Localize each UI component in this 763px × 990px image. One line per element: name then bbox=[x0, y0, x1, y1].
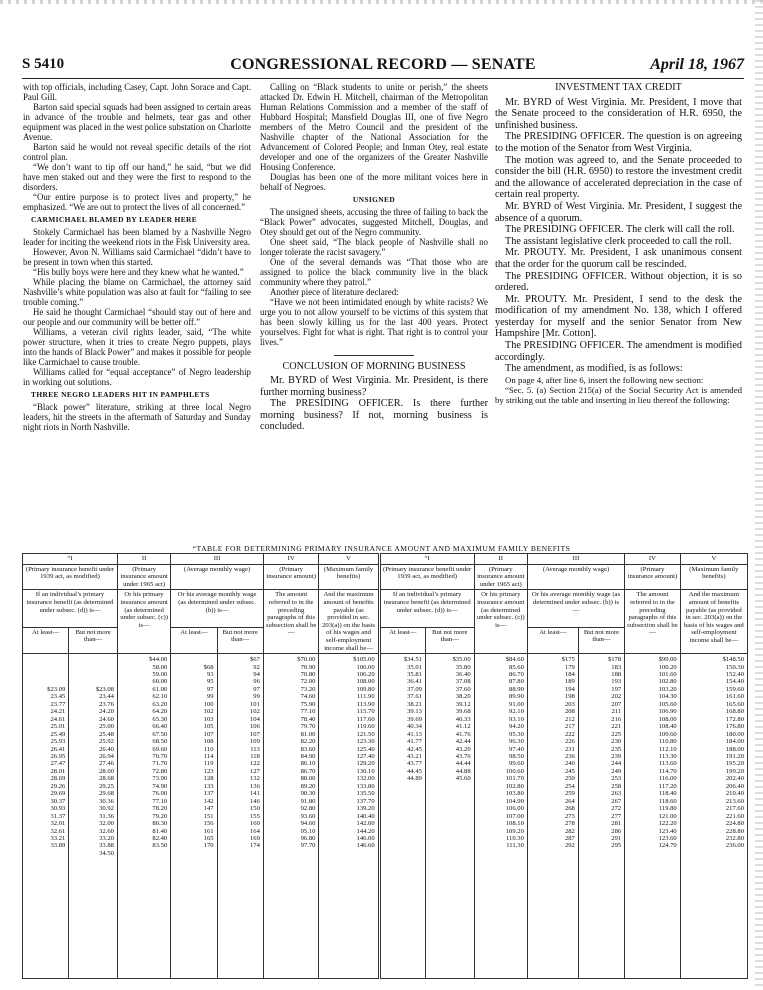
values-i-not-more: $23.08 23.44 23.76 24.20 24.60 25.00 25.48 25.92 26.40 26.94 27.46 28.00 28.68 29.25 29.68 30.36 30.92 31.36 32.00 32.60 33.20 33.88 34.50 bbox=[69, 654, 118, 979]
paragraph: The assistant legislative clerk proceeded to call the roll. bbox=[505, 235, 732, 247]
subheading: CARMICHAEL BLAMED BY LEADER HERE bbox=[31, 215, 198, 224]
big-text-block bbox=[260, 375, 488, 433]
column-2 bbox=[260, 82, 488, 433]
col-spec-ii: Or his primary insurance amount (as determined under subsec. (c)) is— bbox=[117, 590, 170, 654]
page-number: S 5410 bbox=[22, 56, 65, 72]
paragraph: “We don’t want to tip off our hand,” he said, “but we did have men staked out and they were the first to respond to the disorders. bbox=[23, 162, 251, 192]
paragraph: Mr. BYRD of West Virginia. Mr. President, I suggest the absence of a quorum. bbox=[495, 200, 742, 224]
table-spec-row bbox=[23, 590, 748, 627]
but-not-more-label: But not more than— bbox=[69, 627, 118, 653]
column-1 bbox=[23, 82, 251, 432]
col-head-v: V bbox=[319, 554, 379, 565]
but-not-more-label: But not more than— bbox=[217, 627, 263, 653]
col-spec-iv: The amount referred to in the preceding paragraphs of this subsection shall be— bbox=[263, 590, 319, 654]
paragraph: “Our entire purpose is to protect lives and property,” he emphasized. “We are out to protect the lives of all concerned.” bbox=[23, 192, 251, 212]
values-iii-at-least: $175 179 184 189 194 198 203 208 212 217 222 226 231 236 240 245 250 254 259 264 268 273 278 282 287 292 bbox=[527, 654, 578, 979]
section-heading: INVESTMENT TAX CREDIT bbox=[555, 82, 682, 93]
scan-edge-top bbox=[0, 0, 763, 4]
paragraph: Williams, a veteran civil rights leader, said, “The white power structure, when it tries to create Negro puppets, plays into the hands of Black Power” and makes it possible for people like Carmichael to cause trouble. bbox=[23, 327, 251, 367]
column-3 bbox=[495, 82, 742, 405]
paragraph: One of the several demands was “That those who are assigned to police the black community live in the black community where they patrol.” bbox=[260, 257, 488, 287]
paragraph: The PRESIDING OFFICER. The clerk will call the roll. bbox=[505, 224, 735, 236]
paragraph: The PRESIDING OFFICER. Is there further morning business? If not, morning business is concluded. bbox=[260, 398, 488, 433]
col-spec-iii: Or his average monthly wage (as determined under subsec. (b)) is— bbox=[171, 590, 264, 627]
col-head-ii: II bbox=[474, 554, 527, 565]
col-spec-i: If an individual’s primary insurance benefit (as determined under subsec. (d)) is— bbox=[23, 590, 118, 627]
values-iii-not-more: $178 183 188 193 197 202 207 211 216 221 225 230 235 239 244 249 253 258 263 267 272 277 281 286 291 295 bbox=[578, 654, 624, 979]
subheading: UNSIGNED bbox=[352, 195, 396, 204]
col-desc-v: (Maximum family benefits) bbox=[680, 564, 747, 590]
table-caption: “TABLE FOR DETERMINING PRIMARY INSURANCE AMOUNT AND MAXIMUM FAMILY BENEFITS bbox=[192, 544, 571, 553]
col-head-iii: III bbox=[527, 554, 624, 565]
paragraph: Douglas has been one of the more militant voices here in behalf of Negroes. bbox=[260, 172, 488, 192]
col-spec-v: And the maximum amount of benefits payable (as provided in sec. 203(a)) on the basis of his wages and self-employment income shall be— bbox=[319, 590, 379, 654]
paragraph: Williams called for “equal acceptance” of Negro leadership in working out solutions. bbox=[23, 367, 251, 387]
col-desc-i: (Primary insurance benefit under 1939 act, as modified) bbox=[23, 564, 118, 590]
values-iv: $99.00 100.20 101.60 102.80 103.20 104.30 105.60 106.90 108.00 108.40 109.60 110.80 112.10 113.30 113.60 114.70 116.00 117.20 118.40 118.60 119.80 121.00 122.20 123.40 123.60 124.70 bbox=[625, 654, 681, 979]
col-head-iv: IV bbox=[625, 554, 681, 565]
col-desc-iii: (Average monthly wage) bbox=[171, 564, 264, 590]
paragraph: The unsigned sheets, accusing the three of failing to back the “Black Power” advocates, suggested Mitchell, Douglas, and Otey should get out of the Negro community. bbox=[260, 207, 488, 237]
values-i-not-more: $35.00 35.80 36.40 37.08 37.60 38.20 39.12 39.68 40.33 41.12 41.76 42.44 43.20 43.76 44.44 44.88 45.60 bbox=[425, 654, 474, 979]
values-v: $148.50 150.30 152.40 154.40 159.60 161.60 165.60 168.80 172.80 176.80 180.00 184.00 188.00 191.20 195.20 199.20 202.40 206.40 210.40 213.60 217.60 221.60 224.80 228.80 232.80 236.00 bbox=[680, 654, 747, 979]
paragraph: He said he thought Carmichael “should stay out of here and our people and our community will be better off.” bbox=[23, 307, 251, 327]
at-least-label: At least— bbox=[171, 627, 217, 653]
section-heading: CONCLUSION OF MORNING BUSINESS bbox=[282, 361, 466, 372]
table-data-row bbox=[23, 654, 748, 979]
publication-date: April 18, 1967 bbox=[650, 56, 744, 73]
col-head-ii: II bbox=[117, 554, 170, 565]
table-desc-row bbox=[23, 564, 748, 590]
col-desc-iv: (Primary insurance amount) bbox=[263, 564, 319, 590]
values-iii-at-least: $68 93 95 97 99 100 102 103 105 107 108 110 114 119 123 128 133 137 142 147 151 156 161 165 170 bbox=[171, 654, 217, 979]
paragraph: Mr. PROUTY. Mr. President, I ask unanimous consent that the order for the quorum call be rescinded. bbox=[495, 247, 742, 270]
col-desc-ii: (Primary insurance amount under 1965 act) bbox=[117, 564, 170, 590]
paragraph: One sheet said, “The black people of Nashville shall no longer tolerate the racist savagery.” bbox=[260, 237, 488, 257]
paragraph: “His bully boys were here and they knew what he wanted.” bbox=[33, 267, 244, 277]
paragraph: Another piece of literature declared: bbox=[270, 287, 399, 297]
col-spec-iv: The amount referred to in the preceding paragraphs of this subsection shall be— bbox=[625, 590, 681, 654]
paragraph: with top officials, including Casey, Capt. John Sorace and Capt. Paul Gill. bbox=[23, 82, 251, 102]
paragraph: Barton said special squads had been assigned to certain areas in advance of the trouble and helmets, tear gas and other equipment was placed in the west police substation on Charlotte Avenue. bbox=[23, 102, 251, 142]
scan-edge-right bbox=[755, 0, 763, 990]
values-ii: $84.60 85.60 86.70 87.80 88.90 89.90 91.00 92.10 93.10 94.20 95.30 96.30 97.40 98.50 99.60 100.60 101.70 102.80 103.80 104.90 106.00 107.00 108.10 109.20 110.30 111.30 bbox=[474, 654, 527, 979]
paragraph: “Have we not been intimidated enough by white racists? We urge you to not allow yourself to be victims of this system that has been slowly killing us for the last 400 years. Protect yourselves. Fight for what is right. That right is to control your lives.” bbox=[260, 297, 488, 347]
values-ii: $44.00 58.00 59.00 60.00 61.00 62.10 63.20 64.20 65.30 66.40 67.50 68.50 69.60 70.70 71.70 72.80 73.90 74.90 76.00 77.10 78.20 79.20 80.30 81.40 82.40 83.50 bbox=[117, 654, 170, 979]
values-iv: $70.00 70.90 70.80 72.00 73.20 74.60 75.90 77.10 78.40 79.70 81.00 82.20 83.60 84.90 86.10 86.70 88.00 89.20 90.30 91.80 92.80 93.60 94.60 95.10 96.80 97.70 bbox=[263, 654, 319, 979]
at-least-label: At least— bbox=[527, 627, 578, 653]
paragraph: On page 4, after line 6, insert the following new section: bbox=[505, 374, 704, 385]
col-spec-iii: Or his average monthly wage (as determined under subsec. (b)) is— bbox=[527, 590, 624, 627]
col-spec-i: If an individual’s primary insurance benefit (as determined under subsec. (d)) is— bbox=[379, 590, 474, 627]
paragraph: While placing the blame on Carmichael, the attorney said Nashville’s white population was also at fault for “failing to see trouble coming.” bbox=[23, 277, 251, 307]
col-spec-ii: Or his primary insurance amount (as determined under subsec. (c)) is— bbox=[474, 590, 527, 654]
col-head-i: “I bbox=[23, 554, 118, 565]
but-not-more-label: But not more than— bbox=[578, 627, 624, 653]
paragraph: Mr. PROUTY. Mr. President, I send to the desk the modification of my amendment No. 138, which I offered yesterday for myself and the senior Senator from New Hampshire [Mr. Cotton]. bbox=[495, 293, 742, 340]
paragraph: Calling on “Black students to unite or perish,” the sheets attacked Dr. Edwin H. Mitchell, chairman of the Metropolitan Human Relations Commission and a member of the staff of Hubbard Hospital; Mansfield Douglas III, one of five Negro members of the Metro Council and the president of the Nashville chapter of the National Association for the Advancement of Colored People; and Inman Otey, real estate developer and one of the organizers of the Greater Nashville Housing Conference. bbox=[260, 82, 488, 172]
but-not-more-label: But not more than— bbox=[425, 627, 474, 653]
paragraph: Mr. BYRD of West Virginia. Mr. President, is there further morning business? bbox=[260, 375, 488, 398]
paragraph: “Black power” literature, striking at three local Negro leaders, hit the streets in the aftermath of Saturday and Sunday night riots in North Nashville. bbox=[23, 402, 251, 432]
values-i-at-least: $34.51 35.01 35.81 36.41 37.09 37.61 38.21 39.13 39.69 40.34 41.13 41.77 42.45 43.21 43.77 44.45 44.89 bbox=[379, 654, 425, 979]
col-desc-iii: (Average monthly wage) bbox=[527, 564, 624, 590]
col-desc-iv: (Primary insurance amount) bbox=[625, 564, 681, 590]
benefit-table bbox=[22, 553, 748, 979]
paragraph: The PRESIDING OFFICER. The question is on agreeing to the motion of the Senator from West Virginia. bbox=[495, 131, 742, 154]
page-header bbox=[22, 56, 744, 79]
col-head-i: “I bbox=[379, 554, 474, 565]
col-desc-ii: (Primary insurance amount under 1965 act) bbox=[474, 564, 527, 590]
paragraph: Mr. BYRD of West Virginia. Mr. President, I move that the Senate proceed to the consideration of H.R. 6950, the unfinished business. bbox=[495, 96, 742, 131]
section-divider bbox=[334, 355, 414, 356]
values-v: $105.00 106.00 106.20 108.00 109.80 111.90 113.90 115.70 117.60 119.60 121.50 123.30 125.40 127.40 129.20 130.10 132.00 133.80 135.50 137.70 139.20 140.40 142.00 144.20 146.00 146.60 bbox=[319, 654, 379, 979]
paragraph: The PRESIDING OFFICER. The amendment is modified accordingly. bbox=[495, 340, 742, 363]
col-head-v: V bbox=[680, 554, 747, 565]
at-least-label: At least— bbox=[23, 627, 69, 653]
col-desc-v: (Maximum family benefits) bbox=[319, 564, 379, 590]
paragraph: The PRESIDING OFFICER. Without objection, it is so ordered. bbox=[495, 270, 742, 294]
publication-title: CONGRESSIONAL RECORD — SENATE bbox=[230, 56, 536, 73]
subheading: THREE NEGRO LEADERS HIT IN PAMPHLETS bbox=[31, 390, 210, 399]
paragraph: The motion was agreed to, and the Senate proceeded to consider the bill (H.R. 6950) to restore the investment credit and the allowance of accelerated depreciation in the case of certain real property. bbox=[495, 154, 742, 201]
at-least-label: At least— bbox=[379, 627, 425, 653]
values-iii-not-more: $67 92 94 96 97 99 101 102 104 106 107 109 113 118 122 127 132 136 141 146 150 155 160 164 169 174 bbox=[217, 654, 263, 979]
col-desc-i: (Primary insurance benefit under 1939 act, as modified) bbox=[379, 564, 474, 590]
table-header-row bbox=[23, 554, 748, 565]
paragraph: Barton said he would not reveal specific details of the riot control plan. bbox=[23, 142, 251, 162]
paragraph: Stokely Carmichael has been blamed by a Nashville Negro leader for inciting the weekend riots in the Fisk University area. bbox=[23, 227, 251, 247]
paragraph: “Sec. 5. (a) Section 215(a) of the Social Security Act is amended by striking out the table and inserting in lieu thereof the following: bbox=[495, 384, 742, 405]
col-head-iv: IV bbox=[263, 554, 319, 565]
paragraph: The amendment, as modified, is as follows: bbox=[505, 363, 683, 375]
col-spec-v: And the maximum amount of benefits payable (as provided in sec. 203(a)) on the basis of his wages and self-employment income shall be— bbox=[680, 590, 747, 654]
col-head-iii: III bbox=[171, 554, 264, 565]
values-i-at-least: $23.09 23.45 23.77 24.21 24.61 25.01 25.49 25.93 26.41 26.95 27.47 28.01 28.69 29.26 29.69 30.37 30.93 31.37 32.01 32.61 33.21 33.89 bbox=[23, 654, 69, 979]
paragraph: However, Avon N. Williams said Carmichael “didn’t have to be present in town when this started. bbox=[23, 247, 251, 267]
